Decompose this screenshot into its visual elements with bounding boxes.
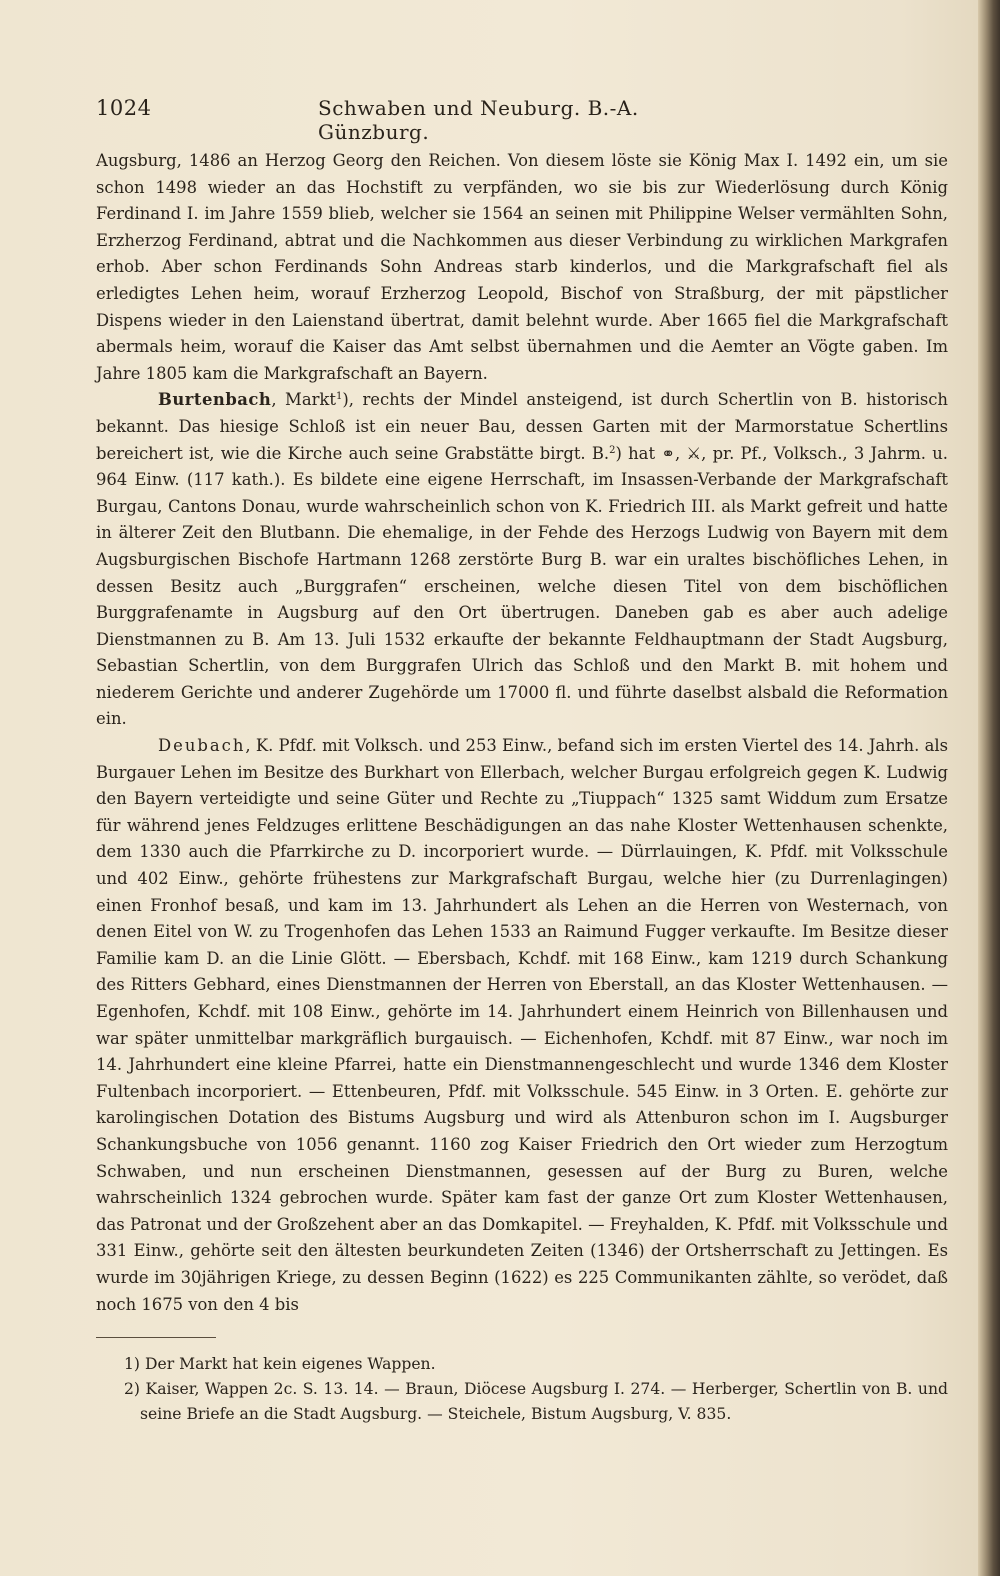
lemma-burtenbach: Burtenbach <box>158 390 272 410</box>
footnote-ref-1: 1 <box>335 391 343 403</box>
paragraph-2-text-b: ), rechts der Mindel ansteigend, ist durch Schertlin von B. historisch bekannt. Das hiesige Schloß ist ein neuer Bau, dessen Garten mit der Marmorstatue Schertlins bereichert ist, wie die Kirche auch seine Grabstätte birgt. B. <box>96 390 948 463</box>
footnote-2 <box>96 1377 948 1427</box>
footnote-divider <box>96 1337 216 1338</box>
running-title: Schwaben und Neuburg. B.-A. Günzburg. <box>318 96 639 144</box>
paragraph-1 <box>96 148 948 387</box>
paragraph-3 <box>96 733 948 1318</box>
paragraph-1-text: Augsburg, 1486 an Herzog Georg den Reichen. Von diesem löste sie König Max I. 1492 ein, um sie schon 1498 wieder an das Hochstift zu verpfänden, wo sie bis zur Wiederlösung durch König Ferdinand I. im Jahre 1559 blieb, welcher sie 1564 an seinen mit Philippine Welser vermählten Sohn, Erzherzog Ferdinand, abtrat und die Nachkommen aus dieser Verbindung zu wirklichen Markgrafen erhob. Aber schon Ferdinands Sohn Andreas starb kinderlos, und die Markgrafschaft fiel als erledigtes Lehen heim, worauf Erzherzog Leopold, Bischof von Straßburg, der mit päpstlicher Dispens wieder in den Laienstand übertrat, damit belehnt wurde. Aber 1665 fiel die Markgrafschaft abermals heim, worauf die Kaiser das Amt selbst übernahmen und die Aemter an Vögte gaben. Im Jahre 1805 kam die Markgrafschaft an Bayern. <box>96 151 948 383</box>
page-header <box>96 96 746 144</box>
paragraph-2-text-c: ) hat ⚭, ⚔, pr. Pf., Volksch., 3 Jahrm. u. 964 Einw. (117 kath.). Es bildete eine eigene Herrschaft, im Insassen-Verbande der Markgrafschaft Burgau, Cantons Donau, wurde wahrscheinlich schon von K. Friedrich III. als Markt gefreit und hatte in älterer Zeit den Blutbann. Die ehemalige, in der Fehde des Herzogs Ludwig von Bayern mit dem Augsburgischen Bischofe Hartmann 1268 zerstörte Burg B. war ein uraltes bischöfliches Lehen, in dessen Besitz auch „Burggrafen“ erscheinen, welche diesen Titel von dem bischöflichen Burggrafenamte in Augsburg auf den Ort übertrugen. Daneben gab es aber auch adelige Dienstmannen zu B. Am 13. Juli 1532 erkaufte der bekannte Feldhauptmann der Stadt Augsburg, Sebastian Schertlin, von dem Burggrafen Ulrich das Schloß und den Markt B. mit hohem und niederem Gerichte und anderer Zugehörde um 17000 fl. und führte daselbst alsbald die Reformation ein. <box>96 443 948 729</box>
lemma-deubach: Deubach <box>158 736 246 756</box>
paragraph-2 <box>96 387 948 733</box>
footnote-1-marker: 1) <box>124 1355 141 1373</box>
footnote-1-text: Der Markt hat kein eigenes Wappen. <box>144 1355 436 1373</box>
footnote-2-marker: 2) <box>124 1380 141 1398</box>
main-text <box>96 148 948 1318</box>
paragraph-3-text: , K. Pfdf. mit Volksch. und 253 Einw., befand sich im ersten Viertel des 14. Jahrh. als Burgauer Lehen im Besitze des Burkhart von Ellerbach, welcher Burgau erfolgreich gegen K. Ludwig den Bayern verteidigte und seine Güter und Rechte zu „Tiuppach“ 1325 samt Widdum zum Ersatze für während jenes Feldzuges erlittene Beschädigungen an das nahe Kloster Wettenhausen schenkte, dem 1330 auch die Pfarrkirche zu D. incorporiert wurde. — Dürrlauingen, K. Pfdf. mit Volksschule und 402 Einw., gehörte frühestens zur Markgrafschaft Burgau, welche hier (zu Durrenlagingen) einen Fronhof besaß, und kam im 13. Jahrhundert als Lehen an die Herren von Westernach, von denen Eitel von W. zu Trogenhofen das Lehen 1533 an Raimund Fugger verkaufte. Im Besitze dieser Familie kam D. an die Linie Glött. — Ebersbach, Kchdf. mit 168 Einw., kam 1219 durch Schankung des Ritters Gebhard, eines Dienstmannen der Herren von Eberstall, an das Kloster Wettenhausen. — Egenhofen, Kchdf. mit 108 Einw., gehörte im 14. Jahrhundert einem Heinrich von Billenhausen und war später unmittelbar markgräflich burgauisch. — Eichenhofen, Kchdf. mit 87 Einw., war noch im 14. Jahrhundert eine kleine Pfarrei, hatte ein Dienstmannengeschlecht und wurde 1346 dem Kloster Fultenbach incorporiert. — Ettenbeuren, Pfdf. mit Volksschule. 545 Einw. in 3 Orten. E. gehörte zur karolingischen Dotation des Bistums Augsburg und wird als Attenburon schon im I. Augsburger Schankungsbuche von 1056 genannt. 1160 zog Kaiser Friedrich den Ort wieder zum Herzogtum Schwaben, und nun erscheinen Dienstmannen, gesessen auf der Burg zu Buren, welche wahrscheinlich 1324 gebrochen wurde. Später kam fast der ganze Ort zum Kloster Wettenhausen, das Patronat und der Großzehent aber an das Domkapitel. — Freyhalden, K. Pfdf. mit Volksschule und 331 Einw., gehörte seit den ältesten beurkundeten Zeiten (1346) der Ortsherrschaft zu Jettingen. Es wurde im 30jährigen Kriege, zu dessen Beginn (1622) es 225 Communikanten zählte, so verödet, daß noch 1675 von den 4 bis <box>96 736 948 1314</box>
paragraph-2-text-a: , Markt <box>271 390 336 410</box>
book-spine-edge <box>978 0 1000 1576</box>
footnote-2-text: Kaiser, Wappen 2c. S. 13. 14. — Braun, Diöcese Augsburg I. 274. — Herberger, Schertlin von B. und seine Briefe an die Stadt Augsburg. — Steichele, Bistum Augsburg, V. 835. <box>140 1380 948 1423</box>
footnotes <box>96 1352 948 1427</box>
page-number: 1024 <box>96 96 152 120</box>
footnote-ref-2: 2 <box>609 444 616 456</box>
footnote-1 <box>96 1352 948 1377</box>
